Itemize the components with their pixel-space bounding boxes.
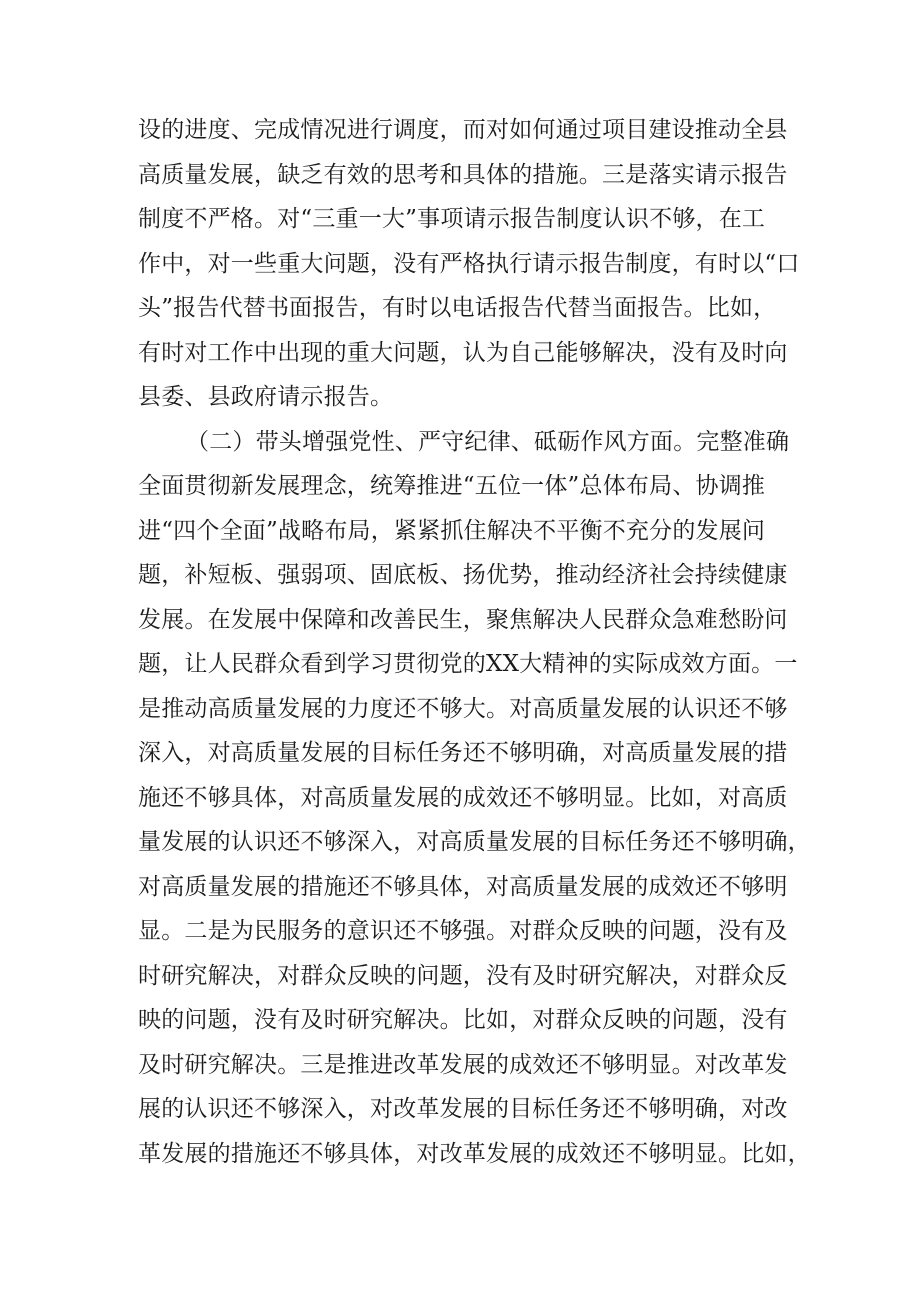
text-line: 施还不够具体，对高质量发展的成效还不够明显。比如，对高质 — [138, 784, 788, 811]
text-line: 有时对工作中出现的重大问题，认为自己能够解决，没有及时向 — [138, 339, 788, 366]
text-line: 是推动高质量发展的力度还不够大。对高质量发展的认识还不够 — [138, 695, 788, 722]
text-line: 县委、县政府请示报告。 — [138, 384, 394, 410]
text-line: 作中，对一些重大问题，没有严格执行请示报告制度，有时以“口 — [138, 250, 800, 277]
text-line: 高质量发展，缺乏有效的思考和具体的措施。三是落实请示报告 — [138, 161, 788, 188]
text-line: 发展。在发展中保障和改善民生，聚焦解决人民群众急难愁盼问 — [138, 606, 788, 633]
text-line: 全面贯彻新发展理念，统筹推进“五位一体”总体布局、协调推 — [138, 473, 766, 499]
text-line: 时研究解决，对群众反映的问题，没有及时研究解决，对群众反 — [138, 962, 788, 989]
text-line: 深入，对高质量发展的目标任务还不够明确，对高质量发展的措 — [138, 740, 788, 766]
text-line: 对高质量发展的措施还不够具体，对高质量发展的成效还不够明 — [138, 873, 788, 900]
body-text — [138, 108, 811, 1176]
text-line: 进“四个全面”战略布局，紧紧抓住解决不平衡不充分的发展问 — [138, 517, 766, 544]
text-line: 题，补短板、强弱项、固底板、扬优势，推动经济社会持续健康 — [138, 562, 788, 588]
text-line: 设的进度、完成情况进行调度，而对如何通过项目建设推动全县 — [138, 117, 788, 143]
text-line: 革发展的措施还不够具体，对改革发展的成效还不够明显。比如， — [138, 1140, 811, 1167]
text-line: 制度不严格。对“三重一大”事项请示报告制度认识不够，在工 — [138, 206, 766, 232]
text-line: 展的认识还不够深入，对改革发展的目标任务还不够明确，对改 — [138, 1096, 788, 1122]
text-line: 量发展的认识还不够深入，对高质量发展的目标任务还不够明确， — [138, 829, 811, 855]
section-heading-line: （二）带头增强党性、严守纪律、砥砺作风方面。完整准确 — [186, 428, 790, 455]
text-line: 显。二是为民服务的意识还不够强。对群众反映的问题，没有及 — [138, 918, 788, 944]
text-line: 及时研究解决。三是推进改革发展的成效还不够明显。对改革发 — [138, 1051, 788, 1078]
text-line: 题，让人民群众看到学习贯彻党的XX大精神的实际成效方面。一 — [138, 651, 798, 677]
text-line: 头”报告代替书面报告，有时以电话报告代替当面报告。比如， — [138, 295, 777, 321]
text-line: 映的问题，没有及时研究解决。比如，对群众反映的问题，没有 — [138, 1007, 788, 1033]
